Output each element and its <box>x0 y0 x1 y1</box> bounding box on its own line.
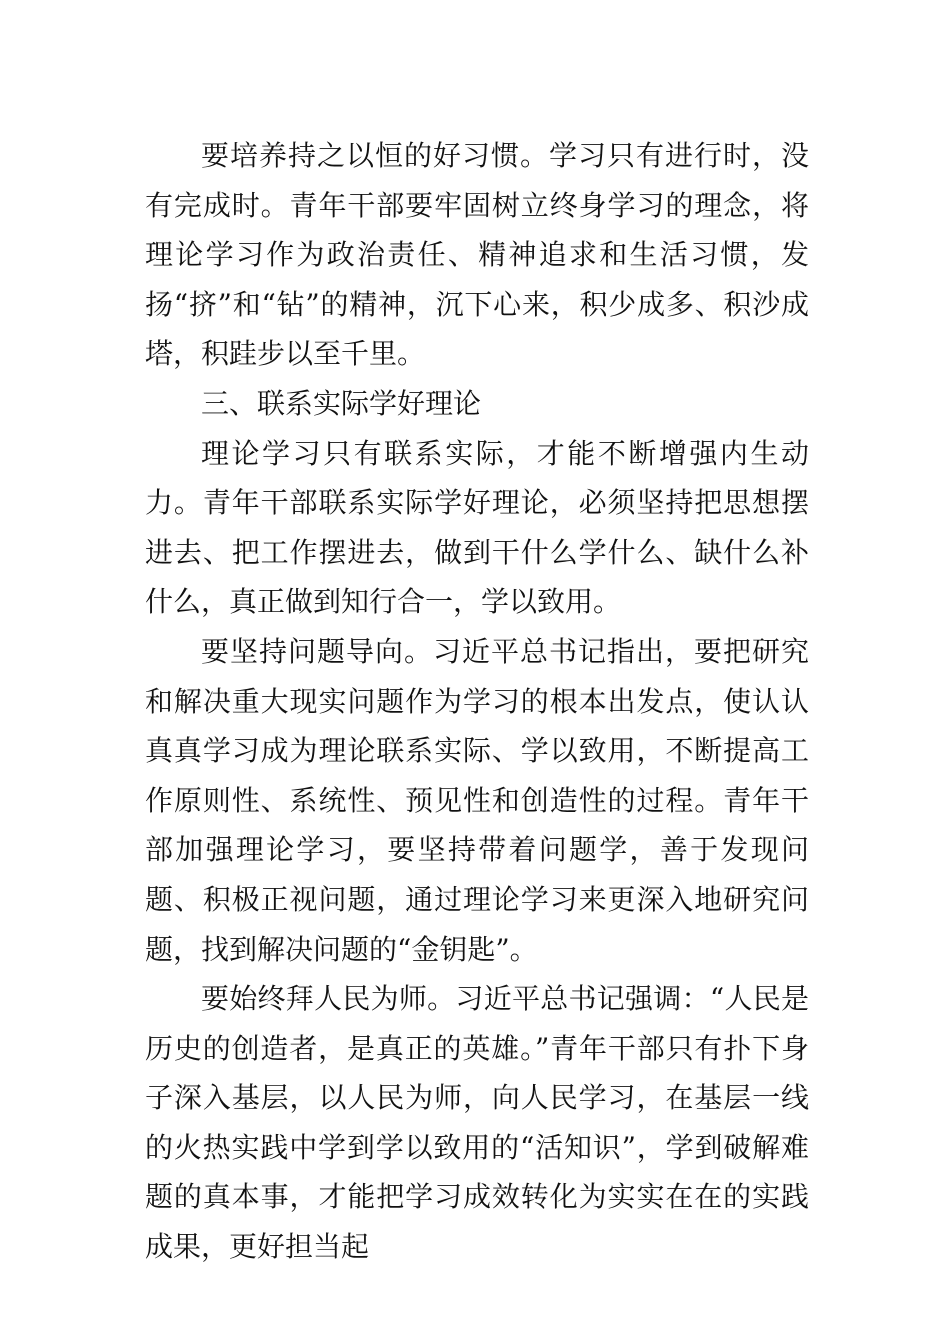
paragraph-learn-from-people: 要始终拜人民为师。习近平总书记强调：“人民是历史的创造者，是真正的英雄。”青年干部只有扑下身子深入基层，以人民为师，向人民学习，在基层一线的火热实践中学到学以致用的“活知识”，学到破解难题的真本事，才能把学习成效转化为实实在在的实践成果，更好担当起 <box>145 982 809 1264</box>
document-body <box>145 131 809 1272</box>
paragraph-link-practice: 理论学习只有联系实际，才能不断增强内生动力。青年干部联系实际学好理论，必须坚持把思想摆进去、把工作摆进去，做到干什么学什么、缺什么补什么，真正做到知行合一，学以致用。 <box>145 436 809 619</box>
section-heading: 三、联系实际学好理论 <box>201 386 482 420</box>
paragraph-perseverance: 要培养持之以恒的好习惯。学习只有进行时，没有完成时。青年干部要牢固树立终身学习的理念，将理论学习作为政治责任、精神追求和生活习惯，发扬“挤”和“钻”的精神，沉下心来，积少成多、积沙成塔，积跬步以至千里。 <box>145 139 809 371</box>
paragraph-problem-oriented: 要坚持问题导向。习近平总书记指出，要把研究和解决重大现实问题作为学习的根本出发点，使认认真真学习成为理论联系实际、学以致用，不断提高工作原则性、系统性、预见性和创造性的过程。青年干部加强理论学习，要坚持带着问题学，善于发现问题、积极正视问题，通过理论学习来更深入地研究问题，找到解决问题的“金钥匙”。 <box>145 634 809 966</box>
